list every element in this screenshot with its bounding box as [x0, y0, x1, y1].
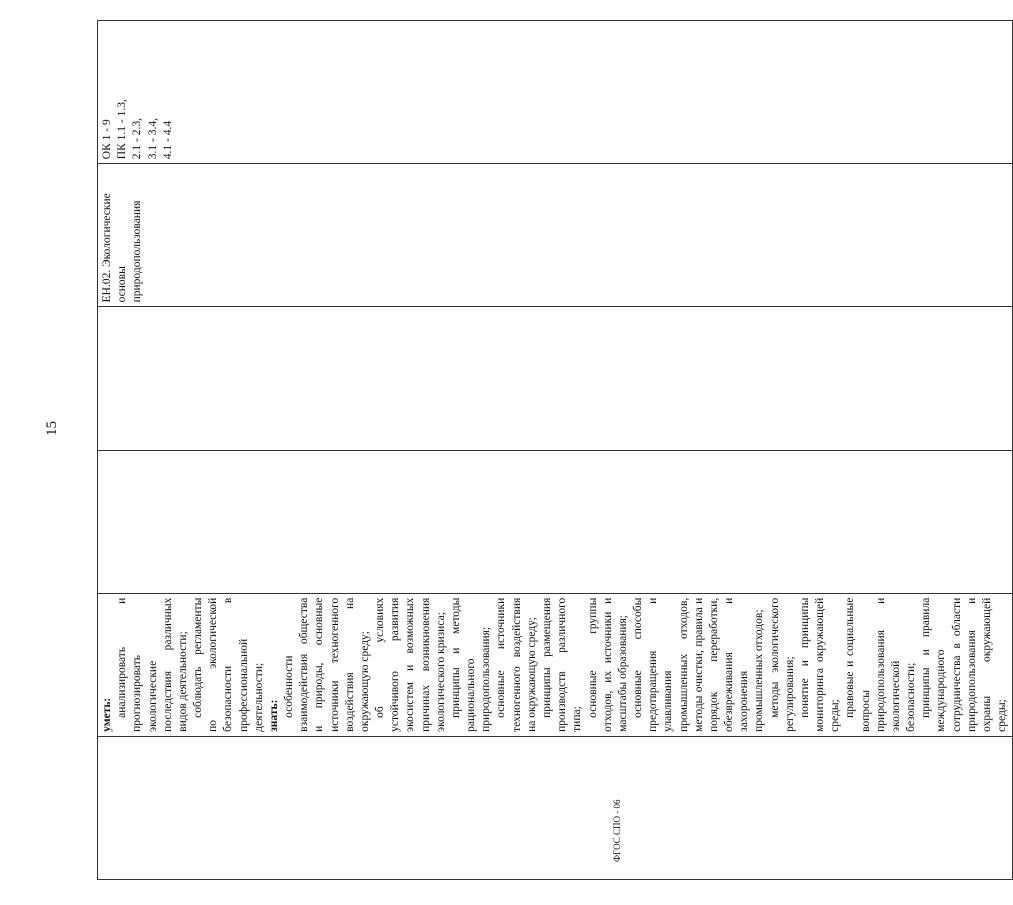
competencies-cell: [98, 21, 1013, 164]
hours-max-cell: [98, 450, 1013, 593]
footer-code: ФГОС СПО - 06: [612, 799, 622, 862]
competency-code: 4.1 - 4.4: [161, 120, 174, 160]
standards-table: [97, 20, 1013, 880]
knowledge-item: принципы размещения производств различного типа;: [540, 597, 584, 732]
index-cell: [98, 736, 1013, 879]
knowledge-item: правовые и социальные вопросы природопользования и экологической безопасности;: [844, 597, 918, 732]
knowledge-item: об условиях устойчивого развития экосистем и возможных причинах возникновения экологического кризиса;: [374, 597, 447, 732]
discipline-name: ЕН.02. Экологические основы природопользования: [101, 193, 144, 303]
hours-class-cell: [98, 307, 1013, 450]
knowledge-item: понятие и принципы мониторинга окружающей среды;: [798, 597, 842, 732]
discipline-cell: [98, 164, 1013, 307]
competency-code: 3.1 - 3.4,: [146, 118, 159, 160]
requirements-cell: [98, 593, 1013, 736]
page-number: 15: [44, 421, 60, 436]
knowledge-item: принципы и методы рационального природопользования;: [449, 597, 493, 732]
skill-item: анализировать и прогнозировать экологические последствия различных видов деятельности;: [116, 597, 189, 732]
skills-label: уметь:: [101, 697, 113, 732]
knowledge-item: основные способы предотвращения и улавливания промышленных отходов, методы очистки, правила и порядок переработки, обезвреживания и захоронения промышленных отходов;: [632, 597, 766, 732]
knowledge-label: знать:: [267, 699, 280, 732]
knowledge-item: методы экологического регулирования;: [768, 597, 796, 732]
knowledge-item: основные группы отходов, их источники и масштабы образования;: [586, 597, 629, 732]
knowledge-item: основные источники техногенного воздействия на окружающую среду;: [495, 597, 538, 732]
competency-code: ОК 1 - 9: [101, 119, 113, 160]
knowledge-item: особенности взаимодействия общества и природы, основные источники техногенного воздействия на окружающую среду;: [283, 597, 371, 732]
competency-code: ПК 1.1 - 1.3,: [116, 99, 129, 160]
competency-code: 2.1 - 2.3,: [131, 118, 144, 160]
skill-item: соблюдать регламенты по экологической безопасности в профессиональной деятельности;: [192, 597, 265, 732]
knowledge-item: принципы и правила международного сотрудничества в области природопользования и охраны окружающей среды;: [920, 597, 1009, 732]
